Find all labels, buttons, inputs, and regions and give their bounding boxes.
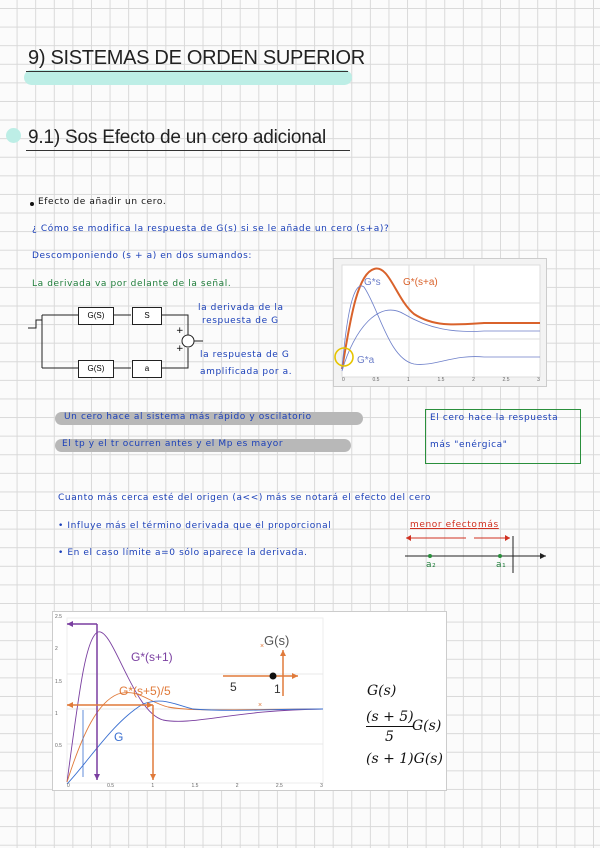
formula-g: G(s) xyxy=(367,683,397,699)
plot2-label-gs: G(s) xyxy=(264,633,290,648)
section-title: 9.1) Sos Efecto de un cero adicional xyxy=(28,127,327,148)
svg-text:×: × xyxy=(260,643,265,650)
step-response-plot-2 xyxy=(52,611,447,791)
section-rule xyxy=(26,150,350,151)
page-title: 9) SISTEMAS DE ORDEN SUPERIOR xyxy=(28,47,365,69)
plot1-x-tick: 0 xyxy=(342,377,345,383)
zero-axis-sketch xyxy=(400,528,550,573)
pill-earlier-text: El tp y el tr ocurren antes y el Mp es mayor xyxy=(62,439,284,449)
plot1-x-ticks xyxy=(342,377,540,383)
block-s: S xyxy=(132,307,162,325)
plot2-label-1: 1 xyxy=(274,682,281,696)
plot2-label-5: 5 xyxy=(230,680,237,694)
more-label: más xyxy=(478,520,499,530)
plot2-y-tick: 1.5 xyxy=(55,678,62,685)
pill-faster-text: Un cero hace al sistema más rápido y oscilatorio xyxy=(64,412,312,422)
closer-origin-line: Cuanto más cerca esté del origen (a<<) más se notará el efecto del cero xyxy=(58,493,431,503)
limit-line: • En el caso límite a=0 sólo aparece la derivada. xyxy=(58,548,308,558)
plot2-x-tick: 3 xyxy=(320,783,323,789)
formula-g5-tail: G(s) xyxy=(412,718,442,734)
formula-g1: (s + 1)G(s) xyxy=(366,751,443,767)
plot1-label-ga: G*a xyxy=(357,355,375,366)
step-response-plot-1 xyxy=(333,258,547,387)
note-amplified-1: la respuesta de G xyxy=(200,350,290,360)
note-amplified-2: amplificada por a. xyxy=(200,367,293,377)
a2-label: a₂ xyxy=(426,560,437,570)
plot1-x-tick: 2 xyxy=(472,377,475,383)
plot2-x-ticks xyxy=(67,783,323,789)
plot1-x-tick: 1 xyxy=(407,377,410,383)
plot2-y-tick: 2.5 xyxy=(55,614,62,620)
bullet-dot xyxy=(30,202,34,206)
svg-text:×: × xyxy=(258,702,263,709)
sum-plus-bottom: + xyxy=(176,344,185,354)
plot2-x-tick: 1.5 xyxy=(191,783,199,789)
plot2-x-tick: 1 xyxy=(151,783,155,789)
plot2-y-tick: 0.5 xyxy=(55,743,62,749)
plot2-x-tick: 2.5 xyxy=(275,783,283,789)
block-diagram xyxy=(28,300,203,385)
plot1-x-tick: 1.5 xyxy=(437,377,445,383)
title-highlight xyxy=(24,70,352,85)
plot2-label-g5: G*(s+5)/5 xyxy=(119,684,171,698)
effect-line: Efecto de añadir un cero. xyxy=(38,197,167,207)
influence-line: • Influye más el término derivada que el proporcional xyxy=(58,521,332,531)
energetic-box-line2: más "enérgica" xyxy=(430,440,508,450)
plot1-label-gsa: G*(s+a) xyxy=(403,277,438,288)
sum-plus-top: + xyxy=(176,326,185,336)
block-gs-top: G(S) xyxy=(78,307,114,325)
block-gs-bottom: G(S) xyxy=(78,360,114,378)
plot2-y-tick: 2 xyxy=(55,646,58,653)
plot1-label-gs: G*s xyxy=(364,277,381,288)
note-derivative-1: la derivada de la xyxy=(198,303,284,313)
title-rule xyxy=(26,71,348,72)
formula-g5-denominator: 5 xyxy=(385,729,394,745)
derivative-line: La derivada va por delante de la señal. xyxy=(32,279,232,289)
plot2-y-ticks xyxy=(55,614,62,749)
note-derivative-2: respuesta de G xyxy=(202,316,279,326)
plot1-x-tick: 3 xyxy=(537,377,540,383)
energetic-box-line1: El cero hace la respuesta xyxy=(430,413,559,423)
block-a: a xyxy=(132,360,162,378)
subtitle-bullet xyxy=(6,128,21,143)
plot2-x-tick: 0 xyxy=(67,783,70,789)
a1-label: a₁ xyxy=(496,560,507,570)
decompose-line: Descomponiendo (s + a) en dos sumandos: xyxy=(32,251,253,261)
plot2-x-tick: 0.5 xyxy=(107,783,115,789)
plot2-y-tick: 1 xyxy=(55,710,58,717)
formula-g5-numerator: (s + 5) xyxy=(366,709,414,725)
plot1-x-tick: 2.5 xyxy=(502,377,510,383)
less-effect-label: menor efecto xyxy=(410,520,478,530)
formula-fraction-bar xyxy=(366,726,414,727)
plot2-label-g1: G*(s+1) xyxy=(131,650,173,664)
plot2-x-tick: 2 xyxy=(235,783,239,789)
question-line: ¿ Cómo se modifica la respuesta de G(s) si se le añade un cero (s+a)? xyxy=(32,224,390,234)
plot2-label-g: G xyxy=(114,730,124,744)
plot1-x-tick: 0.5 xyxy=(372,377,380,383)
